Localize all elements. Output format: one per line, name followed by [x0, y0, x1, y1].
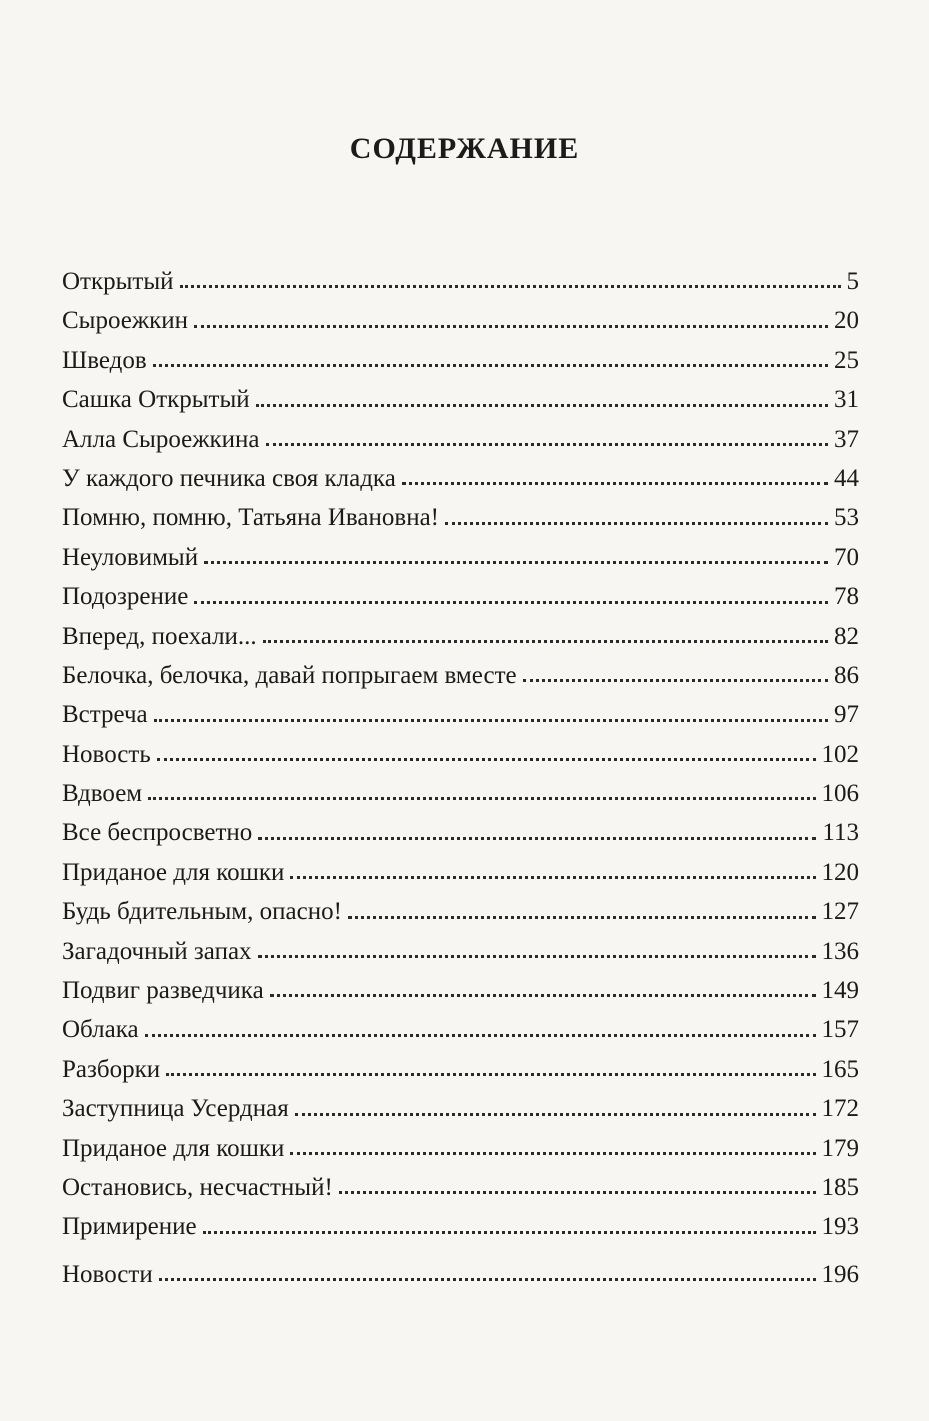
toc-entry-title: Вдвоем — [62, 780, 143, 808]
toc-entry-page: 37 — [834, 425, 859, 453]
dot-leader — [203, 1231, 816, 1234]
toc-entry — [62, 932, 859, 971]
dot-leader — [258, 837, 816, 840]
toc-entry-page: 20 — [834, 307, 859, 335]
toc-entry-title: Заступница Усердная — [62, 1095, 289, 1123]
dot-leader — [204, 561, 828, 564]
dot-leader — [145, 1034, 816, 1037]
toc-entry — [62, 1050, 859, 1089]
toc-entry — [62, 1129, 859, 1168]
dot-leader — [445, 522, 828, 525]
toc-entry-title: Сыроежкин — [62, 307, 189, 335]
toc-entry-title: Сашка Открытый — [62, 386, 250, 414]
toc-entry — [62, 813, 859, 852]
toc-entry — [62, 656, 859, 695]
toc-entry-page: 113 — [822, 819, 859, 847]
toc-entry-page: 120 — [821, 858, 859, 886]
toc-entry-page: 196 — [821, 1260, 859, 1288]
toc-entry-title: Белочка, белочка, давай попрыгаем вместе — [62, 661, 517, 689]
dot-leader — [157, 758, 816, 761]
dot-leader — [290, 876, 815, 879]
toc-entry-title: Облака — [62, 1016, 139, 1044]
toc-entry-page: 70 — [834, 543, 859, 571]
toc-entry-page: 25 — [834, 346, 859, 374]
dot-leader — [263, 640, 828, 643]
toc-entry-page: 5 — [846, 268, 859, 295]
dot-leader — [348, 916, 816, 919]
toc-entry — [62, 1207, 859, 1246]
toc-entry-title: Будь бдительным, опасно! — [62, 898, 342, 926]
dot-leader — [180, 285, 841, 288]
toc-entry-title: Неуловимый — [62, 543, 199, 571]
toc-entry — [62, 577, 859, 616]
toc-entry-title: Помню, помню, Татьяна Ивановна! — [62, 504, 439, 532]
toc-entry-page: 149 — [821, 977, 859, 1005]
toc-entry-title: Все беспросветно — [62, 819, 253, 847]
toc-entry-title: У каждого печника своя кладка — [62, 464, 396, 492]
toc-entry-page: 86 — [834, 661, 859, 689]
toc-entry — [62, 1010, 859, 1049]
toc-entry — [62, 774, 859, 813]
toc-entry-page: 172 — [821, 1095, 859, 1123]
toc-entry-title: Новость — [62, 740, 151, 768]
toc-entry-page: 185 — [821, 1173, 859, 1201]
toc-entry-page: 179 — [821, 1134, 859, 1162]
page-title: СОДЕРЖАНИЕ — [349, 132, 580, 165]
toc-entry-page: 44 — [834, 464, 859, 492]
dot-leader — [258, 955, 816, 958]
dot-leader — [159, 1278, 816, 1281]
toc-entry-page: 97 — [834, 701, 859, 729]
toc-entry-title: Разборки — [62, 1055, 161, 1083]
toc-entry — [62, 617, 859, 656]
toc-entry-title: Подвиг разведчика — [62, 977, 264, 1005]
dot-leader — [266, 443, 829, 446]
toc-entry-title: Шведов — [62, 346, 147, 374]
toc-entry — [62, 971, 859, 1010]
toc-entry — [62, 498, 859, 537]
toc-entry — [62, 1089, 859, 1128]
toc-entry-title: Новости — [62, 1260, 153, 1288]
toc-entry-page: 82 — [834, 622, 859, 650]
toc-entry — [62, 459, 859, 498]
dot-leader — [290, 1152, 815, 1155]
toc-entry — [62, 1255, 859, 1294]
toc-entry — [62, 301, 859, 340]
toc-entry-page: 102 — [821, 740, 859, 768]
toc-entry-title: Встреча — [62, 701, 148, 729]
dot-leader — [270, 994, 816, 997]
toc-entry — [62, 380, 859, 419]
dot-leader — [194, 601, 828, 604]
toc-entry-title: Загадочный запах — [62, 937, 252, 965]
toc-entry — [62, 892, 859, 931]
toc-entry-title: Остановись, несчастный! — [62, 1173, 333, 1201]
dot-leader — [153, 364, 828, 367]
dot-leader — [402, 482, 828, 485]
toc-entry — [62, 853, 859, 892]
toc-entry-page: 136 — [821, 937, 859, 965]
toc-entry-page: 157 — [821, 1016, 859, 1044]
toc-entry-page: 106 — [821, 780, 859, 808]
toc-entry-page: 78 — [834, 583, 859, 611]
toc-entry — [62, 538, 859, 577]
dot-leader — [295, 1113, 816, 1116]
dot-leader — [339, 1191, 816, 1194]
toc-entry-title: Примирение — [62, 1213, 197, 1241]
toc-entry-title: Подозрение — [62, 583, 189, 611]
toc-entry — [62, 341, 859, 380]
toc-entry — [62, 695, 859, 734]
toc-entry-title: Приданое для кошки — [62, 1134, 285, 1162]
toc-entry-title: Алла Сыроежкина — [62, 425, 260, 453]
dot-leader — [194, 325, 828, 328]
dot-leader — [166, 1073, 815, 1076]
toc-entry — [62, 735, 859, 774]
dot-leader — [154, 719, 828, 722]
toc-entry — [62, 262, 859, 301]
toc-entry-title: Приданое для кошки — [62, 858, 285, 886]
toc-entry-title: Открытый — [62, 268, 174, 295]
dot-leader — [523, 679, 828, 682]
toc-entry-page: 165 — [821, 1055, 859, 1083]
toc-entry-page: 193 — [821, 1213, 859, 1241]
toc-entry-page: 53 — [834, 504, 859, 532]
toc-entry-page: 31 — [834, 386, 859, 414]
toc-entry-title: Вперед, поехали... — [62, 622, 257, 650]
dot-leader — [256, 404, 828, 407]
table-of-contents — [62, 262, 859, 1294]
toc-entry — [62, 1168, 859, 1207]
dot-leader — [148, 797, 815, 800]
toc-entry — [62, 420, 859, 459]
toc-entry-page: 127 — [821, 898, 859, 926]
